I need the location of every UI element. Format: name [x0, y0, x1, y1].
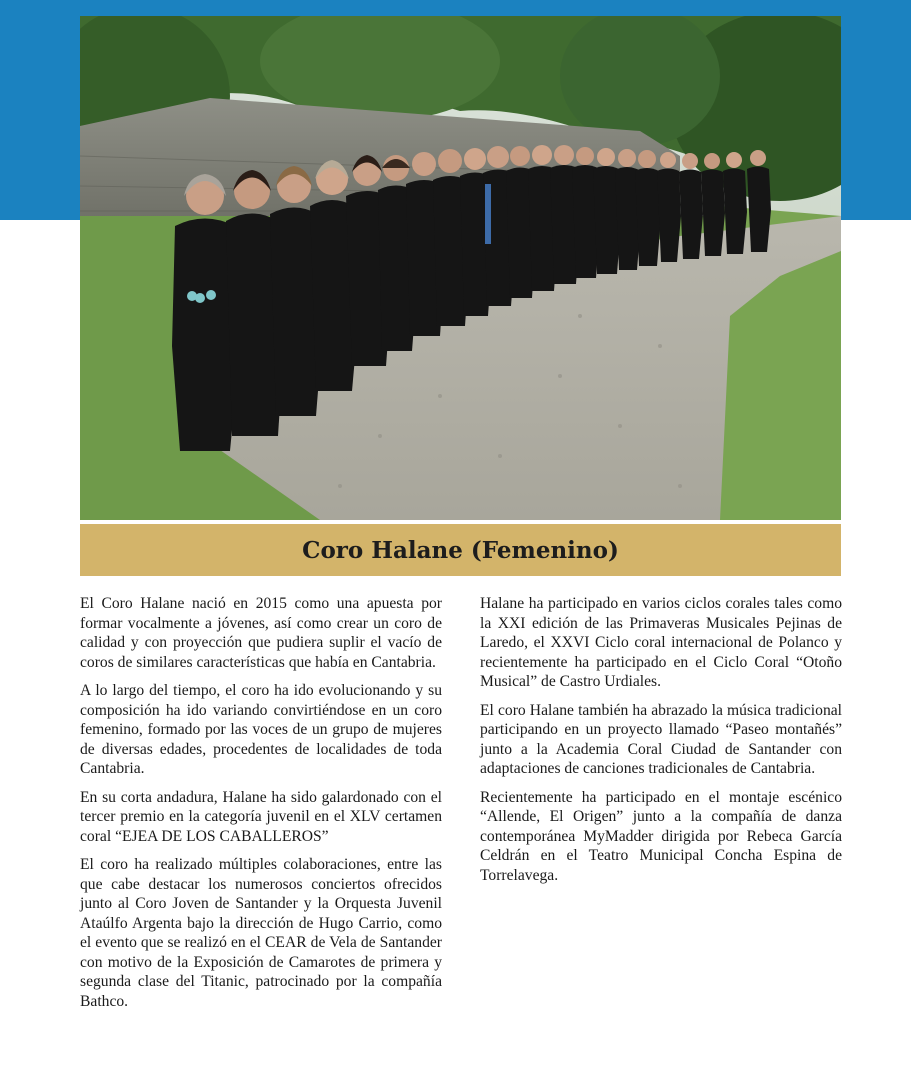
choir-group-photo [80, 16, 841, 520]
paragraph: El coro ha realizado múltiples colaboraciones, entre las que cabe destacar los numerosos conciertos ofrecidos junto al Coro Joven de Santander y la Orquesta Juvenil Ataúlfo Argenta bajo la dirección de Hugo Carrio, como el evento que se realizó en el CEAR de Vela de Santander con motivo de la Exposición de Camarotes de primera y segunda clase del Titanic, patrocinado por la compañía Bathco. [80, 856, 442, 1010]
paragraph: Recientemente ha participado en el montaje escénico “Allende, El Origen” junto a la compañía de danza contemporánea MyMadder dirigida por Rebeca García Celdrán en el Teatro Municipal Concha Espina de Torrelavega. [480, 788, 842, 884]
paragraph: Halane ha participado en varios ciclos corales tales como la XXI edición de las Primaveras Musicales Pejinas de Laredo, el XXVI Ciclo coral internacional de Polanco y recientemente ha participado en el Ciclo Coral “Otoño Musical” de Castro Urdiales. [480, 595, 842, 690]
title-banner [80, 524, 841, 576]
right-text-column [480, 594, 842, 894]
paragraph: En su corta andadura, Halane ha sido galardonado con el tercer premio en la categoría juvenil en el XLV certamen coral “EJEA DE LOS CABALLEROS” [80, 788, 442, 845]
paragraph: El coro Halane también ha abrazado la música tradicional participando en un proyecto llamado “Paseo montañés” junto a la Academia Coral Ciudad de Santander con adaptaciones de canciones tradicionales de Cantabria. [480, 701, 842, 777]
paragraph: El Coro Halane nació en 2015 como una apuesta por formar vocalmente a jóvenes, así como crear un coro de calidad y con proyección que pudiera suplir el vacío de coros de similares características que había en Cantabria. [80, 595, 442, 671]
article-title: Coro Halane (Femenino) [302, 536, 619, 564]
paragraph: A lo largo del tiempo, el coro ha ido evolucionando y su composición ha ido variando convirtiéndose en un coro femenino, formado por las voces de un grupo de mujeres de diversas edades, procedentes de localidades de toda Cantabria. [80, 682, 442, 777]
left-text-column [80, 594, 442, 1020]
